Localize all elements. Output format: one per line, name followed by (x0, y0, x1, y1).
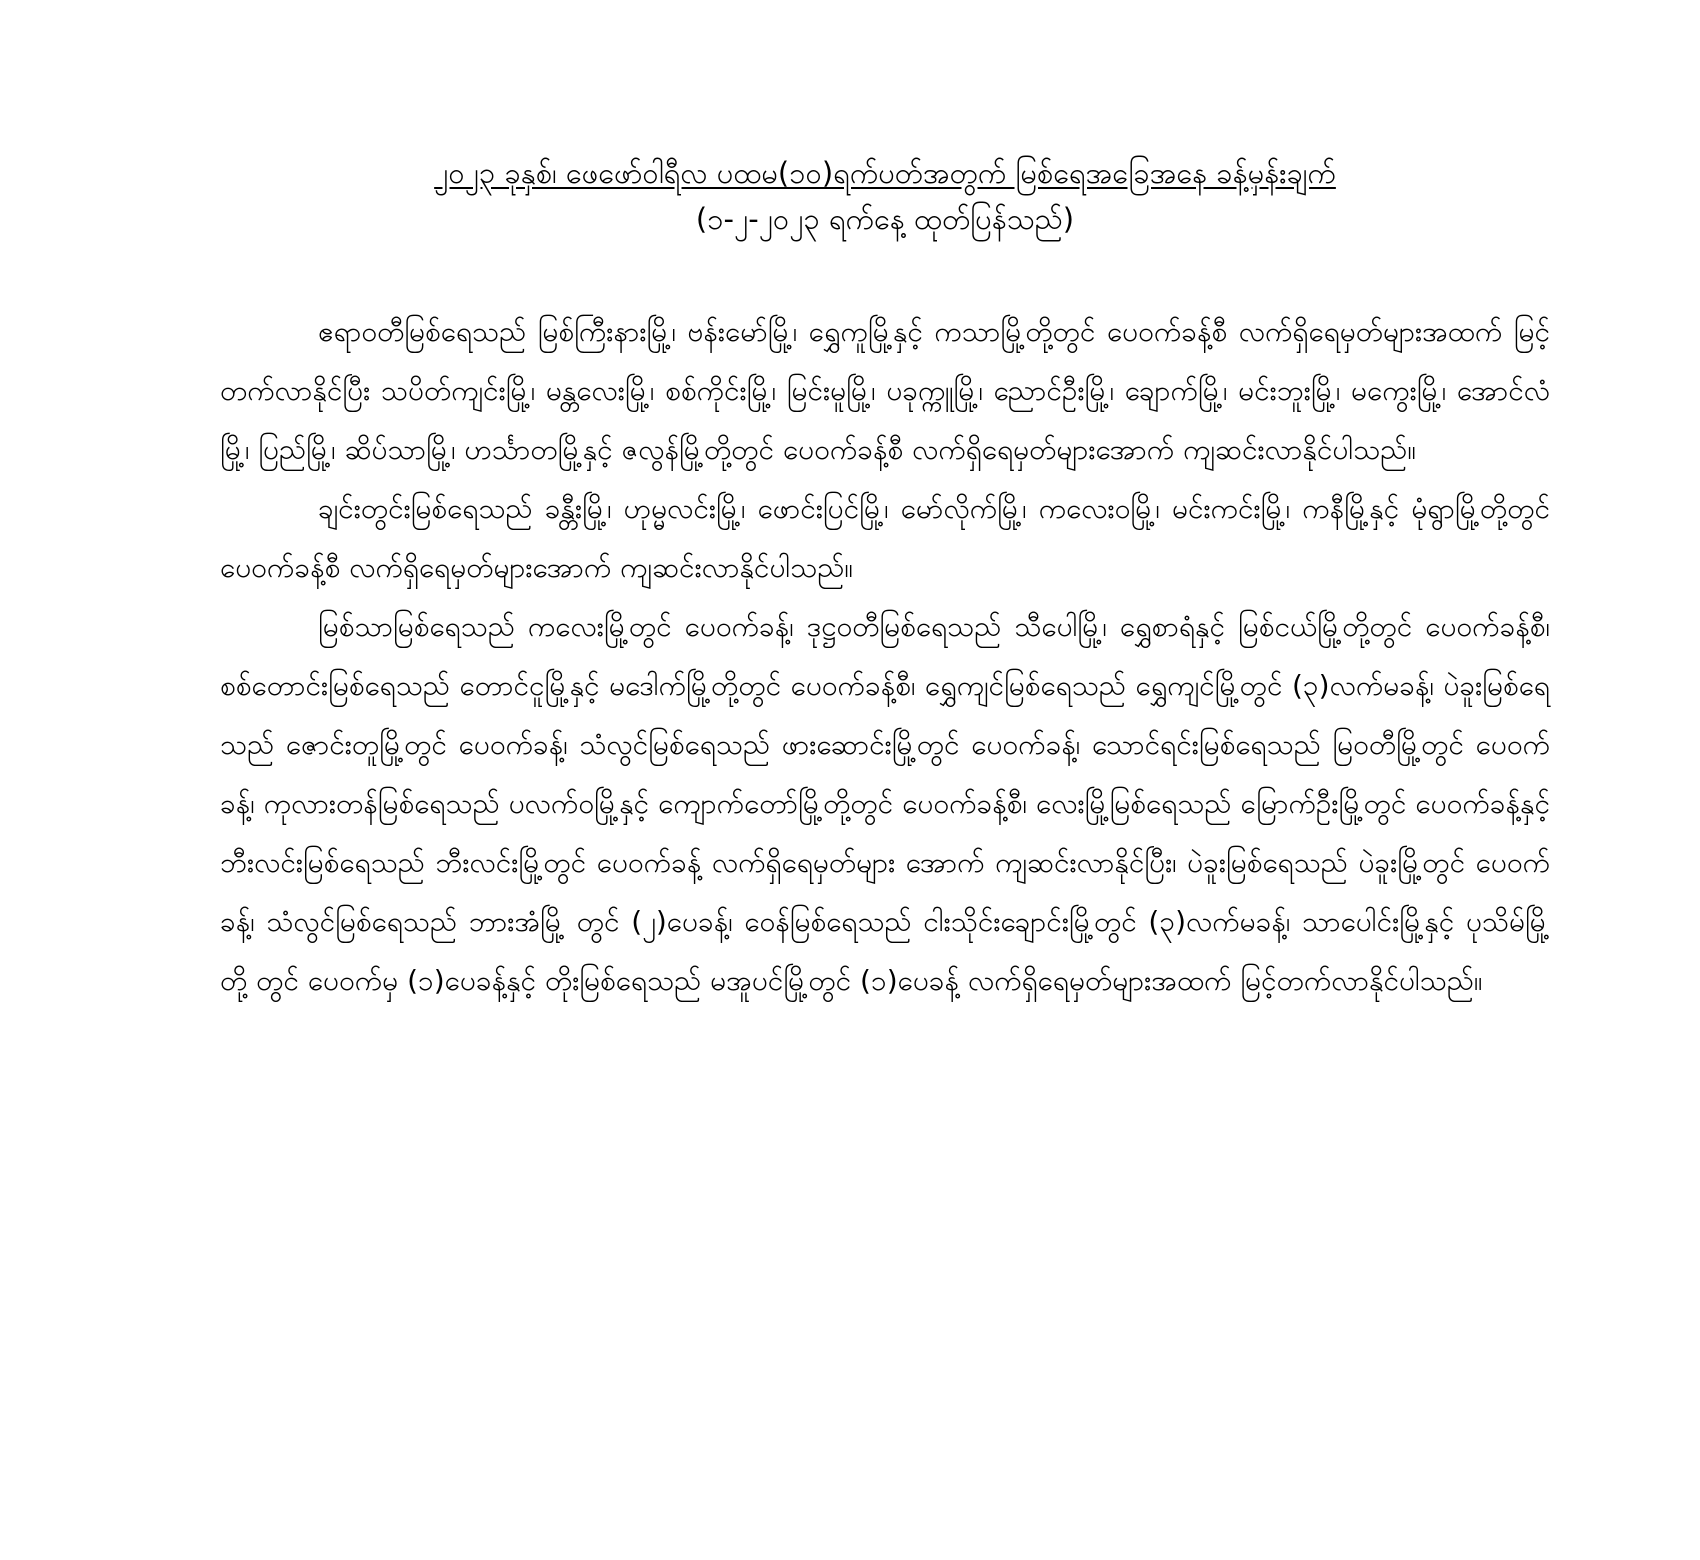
paragraph-other-rivers: မြစ်သာမြစ်ရေသည် ကလေးမြို့တွင် ပေ၀က်ခန့်၊ ဒုဋ္ဌဝတီမြစ်ရေသည် သီပေါမြို့၊ ရွှေစာရံနှင့် မြစ်ငယ်မြို့တို့တွင် ပေ၀က်ခန့်စီ၊ စစ်တောင်းမြစ်ရေသည် တောင်ငူမြို့နှင့် မဒေါက်မြို့တို့တွင် ပေ၀က်ခန့်စီ၊ ရွှေကျင်မြစ်ရေသည် ရွှေကျင်မြို့တွင် (၃)လက်မခန့်၊ ပဲခူးမြစ်ရေသည် ဇောင်းတူမြို့တွင် ပေ၀က်ခန့်၊ သံလွင်မြစ်ရေသည် ဖားဆောင်းမြို့တွင် ပေ၀က်ခန့်၊ သောင်ရင်းမြစ်ရေသည် မြဝတီမြို့တွင် ပေ၀က်ခန့်၊ ကုလားတန်မြစ်ရေသည် ပလက်ဝမြို့နှင့် ကျောက်တော်မြို့တို့တွင် ပေ၀က်ခန့်စီ၊ လေးမြို့မြစ်ရေသည် မြောက်ဦးမြို့တွင် ပေ၀က်ခန့်နှင့် ဘီးလင်းမြစ်ရေသည် ဘီးလင်းမြို့တွင် ပေ၀က်ခန့် လက်ရှိရေမှတ်များ အောက် ကျဆင်းလာနိုင်ပြီး၊ ပဲခူးမြစ်ရေသည် ပဲခူးမြို့တွင် ပေ၀က်ခန့်၊ သံလွင်မြစ်ရေသည် ဘားအံမြို့ တွင် (၂)ပေခန့်၊ ဝေန်မြစ်ရေသည် ငါးသိုင်းချောင်းမြို့တွင် (၃)လက်မခန့်၊ သာပေါင်းမြို့နှင့် ပုသိမ်မြို့တို့ တွင် ပေ၀က်မှ (၁)ပေခန့်နှင့် တိုးမြစ်ရေသည် မအူပင်မြို့တွင် (၁)ပေခန့် လက်ရှိရေမှတ်များအထက် မြင့်တက်လာနိုင်ပါသည်။ (220, 610, 1550, 997)
document-subtitle: (၁-၂-၂၀၂၃ ရက်နေ့ ထုတ်ပြန်သည်) (695, 202, 1075, 236)
paragraph-chindwin: ချင်းတွင်းမြစ်ရေသည် ခန္တီးမြို့၊ ဟုမ္မလင်းမြို့၊ ဖောင်းပြင်မြို့၊ မော်လိုက်မြို့၊ ကလေးဝမြို့၊ မင်းကင်းမြို့၊ ကနီမြို့နှင့် မုံရွာမြို့တို့တွင် ပေ၀က်ခန့်စီ လက်ရှိရေမှတ်များအောက် ကျဆင်းလာနိုင်ပါသည်။ (220, 492, 1550, 584)
paragraph-irrawaddy: ဧရာဝတီမြစ်ရေသည် မြစ်ကြီးနားမြို့၊ ဗန်းမော်မြို့၊ ရွှေကူမြို့နှင့် ကသာမြို့တို့တွင် ပေ၀က်ခန့်စီ လက်ရှိရေမှတ်များအထက် မြင့်တက်လာနိုင်ပြီး သပိတ်ကျင်းမြို့၊ မန္တလေးမြို့၊ စစ်ကိုင်းမြို့၊ မြင်းမူမြို့၊ ပခုက္ကူမြို့၊ ညောင်ဦးမြို့၊ ချောက်မြို့၊ မင်းဘူးမြို့၊ မကွေးမြို့၊ အောင်လံမြို့၊ ပြည်မြို့၊ ဆိပ်သာမြို့၊ ဟင်္သာတမြို့နှင့် ဇလွန်မြို့တို့တွင် ပေ၀က်ခန့်စီ လက်ရှိရေမှတ်များအောက် ကျဆင်းလာနိုင်ပါသည်။ (220, 315, 1550, 466)
document-title: ၂၀၂၃ ခုနှစ်၊ ဖေဖော်ဝါရီလ ပထမ(၁၀)ရက်ပတ်အတွက် မြစ်ရေအခြေအနေ ခန့်မှန်းချက် (434, 156, 1336, 190)
document-header (220, 150, 1550, 242)
document-body (220, 302, 1550, 1010)
